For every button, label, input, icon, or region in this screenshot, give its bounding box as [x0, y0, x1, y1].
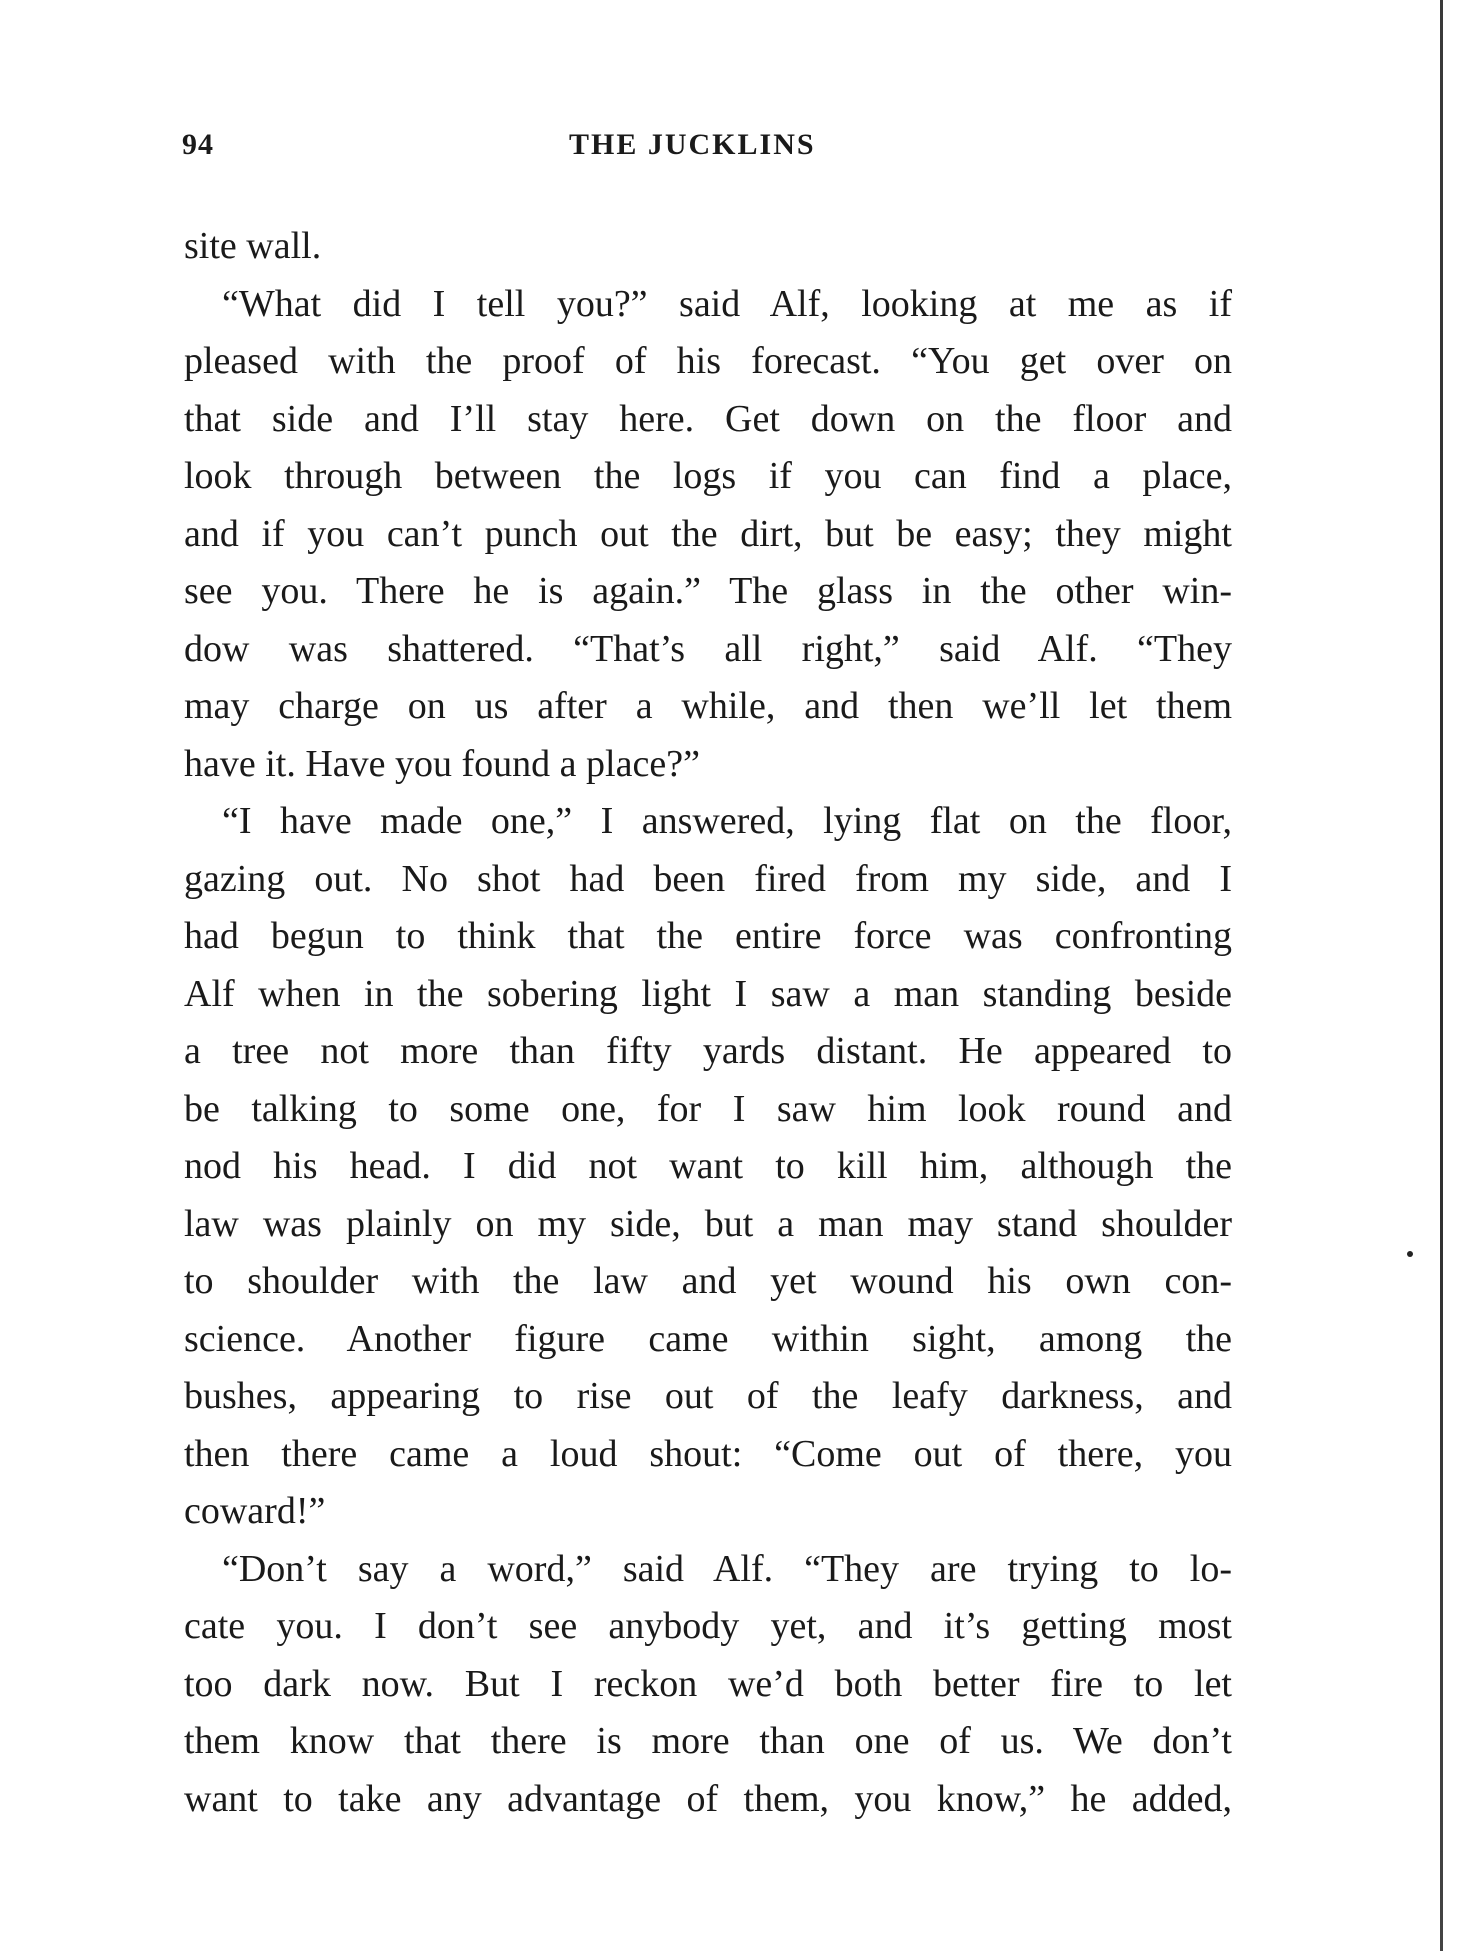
text-line: nod his head. I did not want to kill him, although the	[184, 1145, 1232, 1187]
text-line: be talking to some one, for I saw him look round and	[184, 1087, 1232, 1130]
text-line: them know that there is more than one of us. We don’t	[184, 1720, 1232, 1762]
page-edge-shadow	[1440, 0, 1443, 1951]
text-line: see you. There he is again.” The glass in the other win-	[184, 570, 1232, 612]
text-line: “What did I tell you?” said Alf, looking at me as if	[222, 282, 1232, 325]
text-line: have it. Have you found a place?”	[184, 742, 700, 785]
running-head	[182, 128, 1232, 168]
text-line: then there came a loud shout: “Come out of there, you	[184, 1432, 1232, 1475]
text-line: want to take any advantage of them, you know,” he added,	[184, 1777, 1232, 1820]
text-line: science. Another figure came within sight, among the	[184, 1317, 1232, 1360]
text-line: bushes, appearing to rise out of the leafy darkness, and	[184, 1375, 1232, 1417]
ink-speck	[1407, 1251, 1413, 1257]
text-line: law was plainly on my side, but a man may stand shoulder	[184, 1202, 1232, 1245]
text-line: “I have made one,” I answered, lying flat on the floor,	[222, 800, 1232, 842]
text-line: to shoulder with the law and yet wound his own con-	[184, 1260, 1232, 1302]
text-line: and if you can’t punch out the dirt, but be easy; they might	[184, 512, 1232, 555]
page-number: 94	[182, 128, 214, 161]
text-line: coward!”	[184, 1490, 326, 1532]
text-line: gazing out. No shot had been fired from my side, and I	[184, 857, 1232, 900]
text-line: pleased with the proof of his forecast. “You get over on	[184, 340, 1232, 382]
text-line: dow was shattered. “That’s all right,” said Alf. “They	[184, 627, 1232, 670]
book-title: THE JUCKLINS	[569, 128, 816, 161]
text-line: that side and I’ll stay here. Get down on the floor and	[184, 397, 1232, 440]
text-line: site wall.	[184, 225, 322, 267]
text-line: Alf when in the sobering light I saw a man standing beside	[184, 972, 1232, 1015]
text-line: too dark now. But I reckon we’d both better fire to let	[184, 1662, 1232, 1705]
text-line: may charge on us after a while, and then we’ll let them	[184, 685, 1232, 727]
body-text	[184, 218, 1232, 1828]
text-line: a tree not more than fifty yards distant. He appeared to	[184, 1030, 1232, 1072]
text-line: had begun to think that the entire force was confronting	[184, 915, 1232, 957]
text-line: “Don’t say a word,” said Alf. “They are trying to lo-	[222, 1547, 1232, 1590]
text-line: cate you. I don’t see anybody yet, and it’s getting most	[184, 1605, 1232, 1647]
text-line: look through between the logs if you can find a place,	[184, 455, 1232, 497]
